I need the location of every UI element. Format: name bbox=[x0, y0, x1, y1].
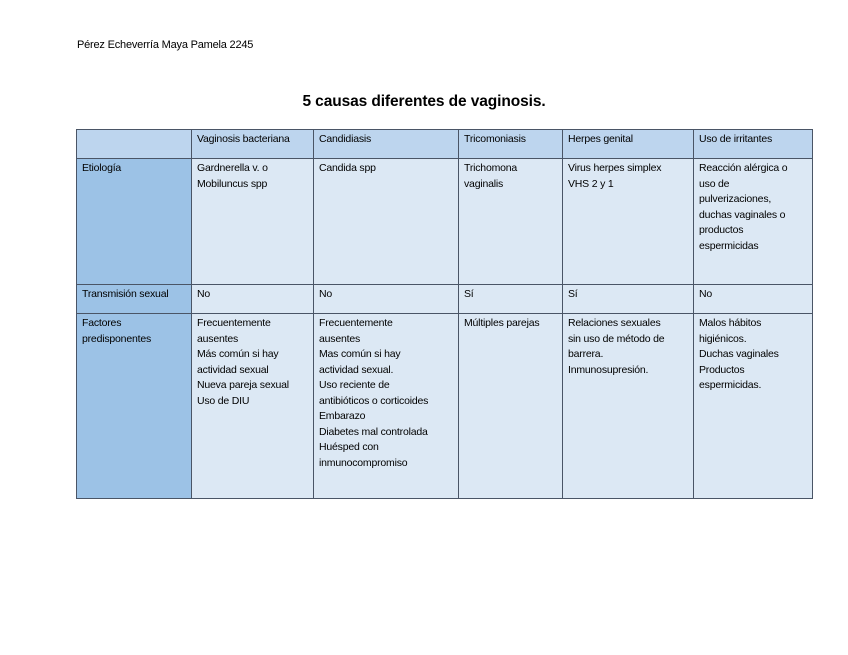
table-cell bbox=[563, 159, 694, 285]
cell-line: Sí bbox=[464, 288, 474, 300]
cell-line: pulverizaciones, bbox=[699, 193, 772, 205]
cell-line: Relaciones sexuales bbox=[568, 317, 661, 329]
cell-line: Huésped con bbox=[319, 441, 379, 453]
header-corner-cell bbox=[77, 130, 192, 159]
cell-line: Más común si hay bbox=[197, 348, 279, 360]
cell-line: Trichomona bbox=[464, 162, 518, 174]
cell-line: No bbox=[699, 288, 713, 300]
cell-line: Múltiples parejas bbox=[464, 317, 540, 329]
row-header: Factores predisponentes bbox=[77, 314, 192, 499]
cell-line: Nueva pareja sexual bbox=[197, 379, 289, 391]
cell-line: ausentes bbox=[197, 332, 239, 345]
cell-line: Gardnerella v. o bbox=[197, 162, 268, 174]
cell-line: inmunocompromiso bbox=[319, 456, 408, 469]
table-cell bbox=[459, 285, 563, 314]
cell-line: espermicidas. bbox=[699, 379, 762, 391]
cell-line: Diabetes mal controlada bbox=[319, 425, 428, 438]
table-cell bbox=[314, 314, 459, 499]
cell-line: Sí bbox=[568, 288, 578, 300]
cell-line: Productos bbox=[699, 363, 745, 376]
cell-line: ausentes bbox=[319, 332, 361, 345]
cell-line: Duchas vaginales bbox=[699, 348, 779, 360]
table-row-transmision-sexual bbox=[77, 285, 813, 314]
table-cell bbox=[192, 159, 314, 285]
cell-line: antibióticos o corticoides bbox=[319, 394, 429, 407]
cell-line: barrera. bbox=[568, 348, 604, 360]
cell-line: Uso reciente de bbox=[319, 379, 390, 391]
row-header: Etiología bbox=[77, 159, 192, 285]
cell-line: Uso de DIU bbox=[197, 394, 250, 407]
cell-line: productos bbox=[699, 224, 744, 236]
table-cell bbox=[563, 285, 694, 314]
table-cell bbox=[459, 314, 563, 499]
table-cell bbox=[694, 159, 813, 285]
table-cell bbox=[314, 285, 459, 314]
cell-line: Candida spp bbox=[319, 162, 376, 174]
column-header: Herpes genital bbox=[563, 130, 694, 159]
table-cell bbox=[459, 159, 563, 285]
cell-line: uso de bbox=[699, 177, 730, 190]
table-cell bbox=[694, 314, 813, 499]
cell-line: actividad sexual. bbox=[319, 363, 394, 376]
document-title: 5 causas diferentes de vaginosis. bbox=[302, 93, 546, 110]
cell-line: No bbox=[197, 288, 211, 300]
cell-line: Frecuentemente bbox=[319, 317, 393, 329]
table-cell bbox=[192, 285, 314, 314]
row-header: Transmisión sexual bbox=[77, 285, 192, 314]
cell-line: Malos hábitos bbox=[699, 317, 762, 329]
cell-line: sin uso de método de bbox=[568, 332, 665, 345]
cell-line: vaginalis bbox=[464, 177, 504, 190]
cell-line: Virus herpes simplex bbox=[568, 162, 662, 174]
table-cell bbox=[314, 159, 459, 285]
cell-line: higiénicos. bbox=[699, 332, 747, 345]
cell-line: VHS 2 y 1 bbox=[568, 177, 614, 190]
cell-line: Inmunosupresión. bbox=[568, 363, 649, 376]
column-header: Tricomoniasis bbox=[459, 130, 563, 159]
author-line: Pérez Echeverría Maya Pamela 2245 bbox=[77, 39, 254, 51]
cell-line: No bbox=[319, 288, 333, 300]
table-header-row bbox=[77, 130, 813, 159]
table-row-etiologia bbox=[77, 159, 813, 285]
causes-table bbox=[76, 129, 813, 499]
cell-line: Mas común si hay bbox=[319, 348, 401, 360]
table-cell bbox=[192, 314, 314, 499]
cell-line: Reacción alérgica o bbox=[699, 162, 788, 174]
cell-line: Embarazo bbox=[319, 410, 366, 422]
table-cell bbox=[694, 285, 813, 314]
column-header: Vaginosis bacteriana bbox=[192, 130, 314, 159]
table-cell bbox=[563, 314, 694, 499]
cell-line: Frecuentemente bbox=[197, 317, 271, 329]
column-header: Uso de irritantes bbox=[694, 130, 813, 159]
cell-line: actividad sexual bbox=[197, 363, 269, 376]
table-row-factores-predisponentes bbox=[77, 314, 813, 499]
cell-line: espermicidas bbox=[699, 239, 759, 252]
cell-line: Mobiluncus spp bbox=[197, 177, 268, 190]
column-header: Candidiasis bbox=[314, 130, 459, 159]
cell-line: duchas vaginales o bbox=[699, 208, 786, 221]
